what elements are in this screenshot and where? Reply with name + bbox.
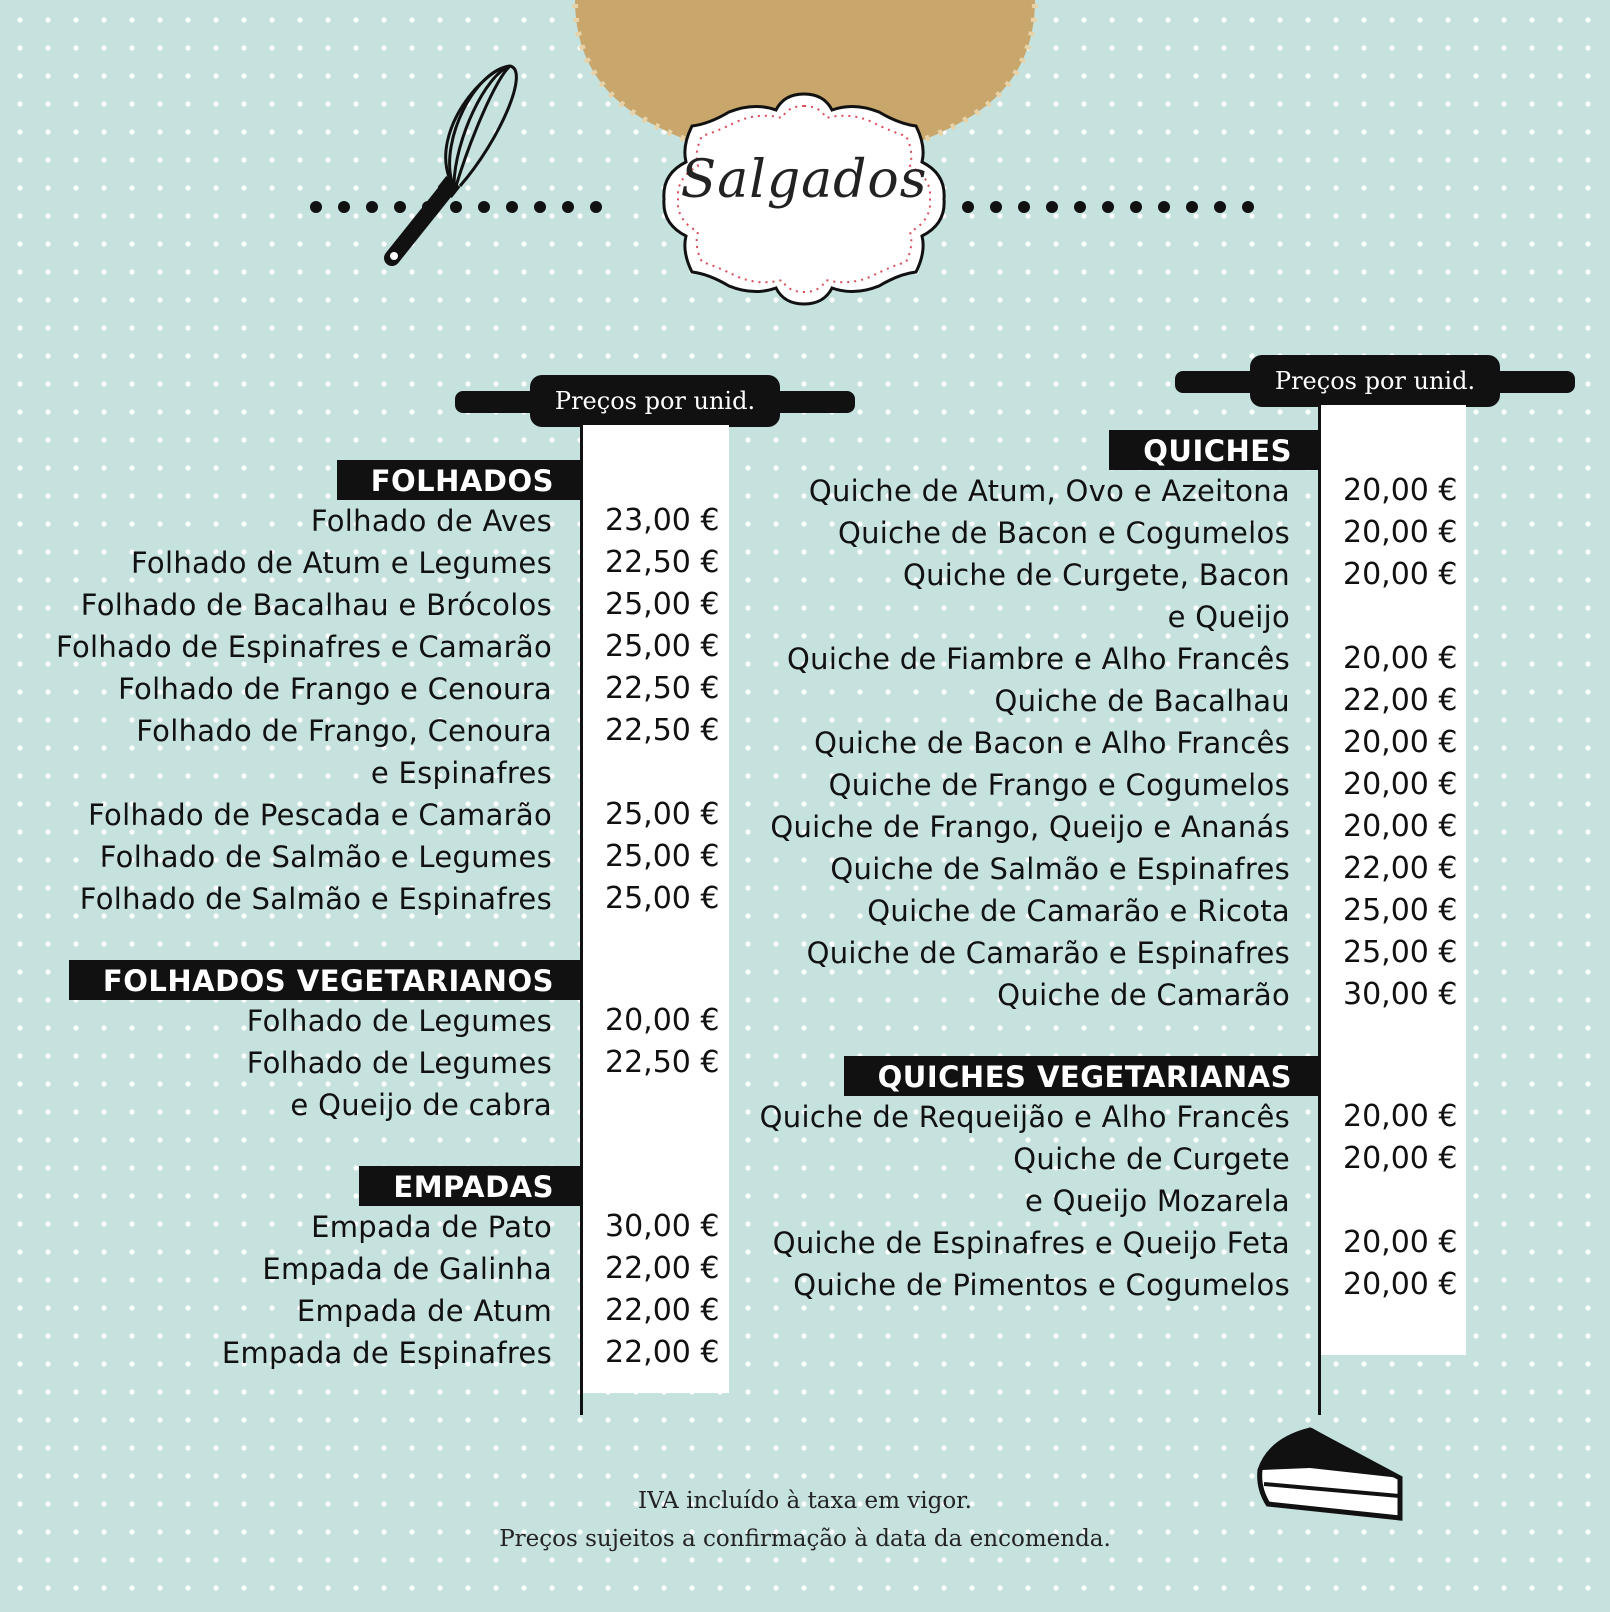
menu-item-price: 20,00 € <box>1343 515 1458 550</box>
menu-item-name: Empada de Pato <box>311 1210 552 1244</box>
menu-item-name: Empada de Atum <box>296 1294 552 1328</box>
menu-item-price: 20,00 € <box>1343 767 1458 802</box>
footer-note-prices: Preços sujeitos a confirmação à data da encomenda. <box>499 1526 1111 1552</box>
menu-item-price: 22,00 € <box>1343 683 1458 718</box>
section-heading: FOLHADOS <box>337 460 582 500</box>
menu-item-price: 20,00 € <box>1343 809 1458 844</box>
menu-item-name: Empada de Espinafres <box>221 1336 552 1370</box>
menu-item-price: 20,00 € <box>605 1003 720 1038</box>
right-prices <box>1343 430 1473 1306</box>
menu-item-price: 30,00 € <box>605 1209 720 1244</box>
page-title: Salgados <box>680 150 928 210</box>
section-heading: EMPADAS <box>359 1166 582 1206</box>
menu-item-price: 22,50 € <box>605 713 720 748</box>
menu-item-name: Folhado de Legumes <box>246 1046 552 1080</box>
left-menu <box>20 460 582 1374</box>
menu-item-price: 20,00 € <box>1343 1225 1458 1260</box>
dot-divider-right <box>962 198 1270 214</box>
section-heading: QUICHES VEGETARIANAS <box>844 1056 1320 1096</box>
footer-note-tax: IVA incluído à taxa em vigor. <box>638 1488 972 1514</box>
menu-item-name: e Queijo Mozarela <box>1025 1184 1290 1218</box>
price-unit-label: Preços por unid. <box>530 375 780 427</box>
menu-item-name: Quiche de Bacon e Alho Francês <box>814 726 1290 760</box>
section-heading: FOLHADOS VEGETARIANOS <box>69 960 582 1000</box>
menu-item-name: Quiche de Curgete <box>1013 1142 1290 1176</box>
menu-item-price: 20,00 € <box>1343 641 1458 676</box>
menu-item-name: Folhado de Salmão e Legumes <box>99 840 552 874</box>
right-menu <box>740 430 1320 1306</box>
section-heading: QUICHES <box>1109 430 1320 470</box>
menu-item-price: 22,00 € <box>605 1335 720 1370</box>
menu-item-name: Folhado de Aves <box>310 504 552 538</box>
menu-item-price: 22,00 € <box>1343 851 1458 886</box>
menu-item-name: Quiche de Espinafres e Queijo Feta <box>772 1226 1290 1260</box>
menu-item-name: Quiche de Requeijão e Alho Francês <box>759 1100 1290 1134</box>
menu-item-price: 25,00 € <box>1343 893 1458 928</box>
menu-item-price: 20,00 € <box>1343 1099 1458 1134</box>
menu-item-name: Quiche de Camarão <box>997 978 1290 1012</box>
menu-item-name: Quiche de Bacalhau <box>994 684 1290 718</box>
menu-item-name: Quiche de Salmão e Espinafres <box>830 852 1290 886</box>
menu-item-name: Folhado de Frango e Cenoura <box>118 672 552 706</box>
price-unit-label: Preços por unid. <box>1250 355 1500 407</box>
menu-item-price: 25,00 € <box>605 587 720 622</box>
menu-item-name: Quiche de Frango, Queijo e Ananás <box>770 810 1290 844</box>
rolling-pin-icon <box>1175 355 1575 395</box>
menu-item-price: 20,00 € <box>1343 1141 1458 1176</box>
menu-item-price: 22,00 € <box>605 1251 720 1286</box>
menu-item-price: 22,50 € <box>605 545 720 580</box>
menu-item-price: 20,00 € <box>1343 1267 1458 1302</box>
menu-item-name: e Queijo <box>1167 600 1290 634</box>
menu-item-name: Quiche de Pimentos e Cogumelos <box>793 1268 1290 1302</box>
menu-item-name: Quiche de Camarão e Espinafres <box>806 936 1290 970</box>
menu-item-name: Quiche de Atum, Ovo e Azeitona <box>808 474 1290 508</box>
menu-item-name: Quiche de Camarão e Ricota <box>867 894 1290 928</box>
menu-item-price: 23,00 € <box>605 503 720 538</box>
menu-item-price: 25,00 € <box>605 839 720 874</box>
whisk-icon <box>380 60 540 270</box>
menu-item-name: Folhado de Frango, Cenoura <box>136 714 552 748</box>
menu-item-price: 25,00 € <box>1343 935 1458 970</box>
menu-item-price: 22,00 € <box>605 1293 720 1328</box>
menu-item-name: Folhado de Espinafres e Camarão <box>56 630 552 664</box>
menu-item-name: Folhado de Bacalhau e Brócolos <box>80 588 552 622</box>
menu-item-price: 20,00 € <box>1343 557 1458 592</box>
menu-item-name: Quiche de Curgete, Bacon <box>903 558 1290 592</box>
menu-item-price: 20,00 € <box>1343 473 1458 508</box>
menu-item-name: e Espinafres <box>370 756 552 790</box>
menu-item-price: 25,00 € <box>605 629 720 664</box>
menu-item-name: Folhado de Salmão e Espinafres <box>79 882 552 916</box>
menu-item-name: e Queijo de cabra <box>290 1088 552 1122</box>
menu-item-name: Empada de Galinha <box>262 1252 552 1286</box>
menu-item-name: Quiche de Frango e Cogumelos <box>828 768 1290 802</box>
menu-item-name: Quiche de Bacon e Cogumelos <box>837 516 1290 550</box>
menu-item-name: Folhado de Legumes <box>246 1004 552 1038</box>
menu-item-price: 22,50 € <box>605 1045 720 1080</box>
menu-item-name: Quiche de Fiambre e Alho Francês <box>787 642 1290 676</box>
menu-item-name: Folhado de Atum e Legumes <box>130 546 552 580</box>
menu-item-price: 22,50 € <box>605 671 720 706</box>
menu-item-price: 25,00 € <box>605 797 720 832</box>
menu-item-name: Folhado de Pescada e Camarão <box>88 798 552 832</box>
menu-item-price: 20,00 € <box>1343 725 1458 760</box>
menu-item-price: 30,00 € <box>1343 977 1458 1012</box>
rolling-pin-icon <box>455 375 855 415</box>
left-prices <box>605 460 735 1374</box>
menu-item-price: 25,00 € <box>605 881 720 916</box>
